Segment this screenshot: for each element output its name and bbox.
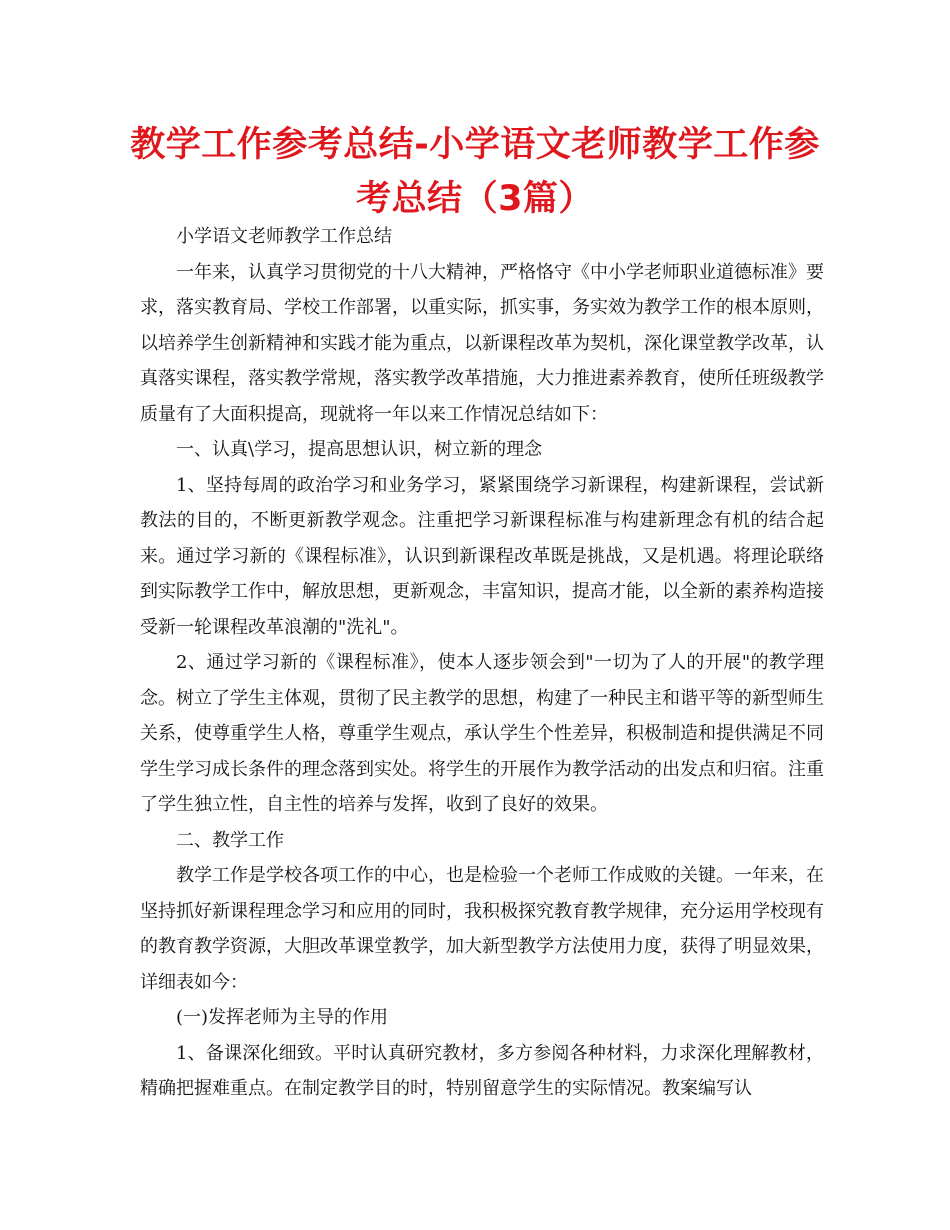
body-paragraph: 1、备课深化细致。平时认真研究教材，多方参阅各种材料，力求深化理解教材，精确把握难重点。在制定教学目的时，特别留意学生的实际情况。教案编写认 — [140, 1042, 824, 1099]
document-body — [140, 219, 824, 1107]
subsection-heading: (一)发挥老师为主导的作用 — [176, 1007, 389, 1028]
body-paragraph: 一年来，认真学习贯彻党的十八大精神，严格恪守《中小学老师职业道德标准》要求，落实教育局、学校工作部署，以重实际，抓实事，务实效为教学工作的根本原则，以培养学生创新精神和实践才能为重点，以新课程改革为契机，深化课堂教学改革，认真落实课程，落实教学常规，落实教学改革措施，大力推进素养教育，使所任班级教学质量有了大面积提高，现就将一年以来工作情况总结如下： — [140, 261, 824, 425]
section-heading: 二、教学工作 — [176, 829, 284, 851]
body-paragraph: 教学工作是学校各项工作的中心，也是检验一个老师工作成败的关键。一年来，在坚持抓好新课程理念学习和应用的同时，我积极探究教育教学规律，充分运用学校现有的教育教学资源，大胆改革课堂教学，加大新型教学方法使用力度，获得了明显效果，详细表如今： — [140, 865, 824, 993]
body-paragraph: 2、通过学习新的《课程标准》，使本人逐步领会到"一切为了人的开展"的教学理念。树立了学生主体观，贯彻了民主教学的思想，构建了一种民主和谐平等的新型师生关系，使尊重学生人格，尊重学生观点，承认学生个性差异，积极制造和提供满足不同学生学习成长条件的理念落到实处。将学生的开展作为教学活动的出发点和归宿。注重了学生独立性，自主性的培养与发挥，收到了良好的效果。 — [140, 652, 824, 815]
body-paragraph: 1、坚持每周的政治学习和业务学习，紧紧围绕学习新课程，构建新课程，尝试新教法的目的，不断更新教学观念。注重把学习新课程标准与构建新理念有机的结合起来。通过学习新的《课程标准》，认识到新课程改革既是挑战，又是机遇。将理论联络到实际教学工作中，解放思想，更新观念，丰富知识，提高才能，以全新的素养构造接受新一轮课程改革浪潮的"洗礼"。 — [140, 474, 824, 638]
document-title: 教学工作参考总结-小学语文老师教学工作参考总结（3篇） — [130, 125, 820, 219]
section-heading: 一、认真\学习，提高思想认识，树立新的理念 — [176, 439, 543, 460]
body-paragraph: 小学语文老师教学工作总结 — [176, 226, 392, 247]
